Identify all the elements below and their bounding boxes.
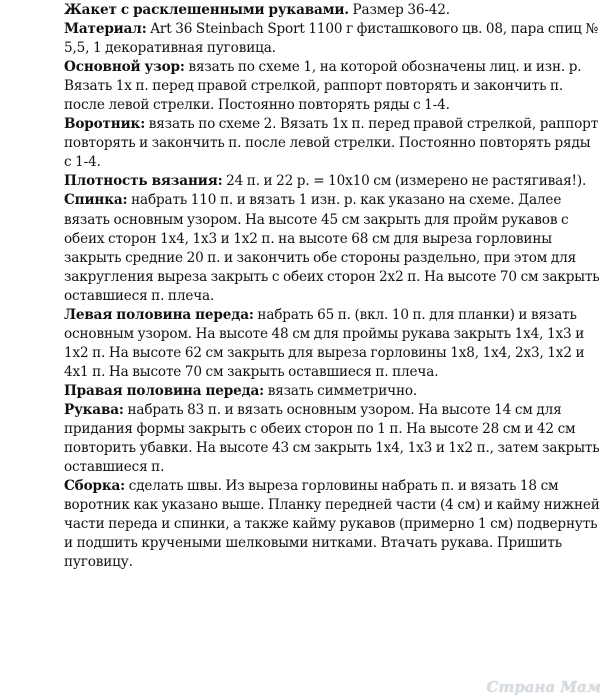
left-front-text: набрать 65 п. (вкл. 10 п. для планки) и вязать основным узором. На высоте 48 см для проймы рукава закрыть 1х4, 1х3 и 1х2 п. На высоте 62 см закрыть для выреза горловины 1х8, 1х4, 2х3, 1х2 и 4х1 п. На высоте 70 см закрыть оставшиеся п. плеча. [64,306,585,380]
right-front-heading: Правая половина переда: [64,382,265,399]
back-heading: Спинка: [64,192,128,209]
collar-heading: Воротник: [64,116,146,133]
gauge-paragraph [64,172,601,191]
back-text: набрать 110 п. и вязать 1 изн. р. как указано на схеме. Далее вязать основным узором. На высоте 45 см закрыть для пройм рукавов с обеих сторон 1х4, 1х3 и 1х2 п. на высоте 68 см для выреза горловины закрыть средние 20 п. и закончить обе стороны раздельно, при этом для закругления выреза закрыть с обеих сторон 2х2 п. На высоте 70 см закрыть оставшиеся п. плеча. [64,192,600,304]
size-text: Размер 36-42. [348,2,450,18]
main-pattern-heading: Основной узор: [64,59,185,76]
assembly-text: сделать швы. Из выреза горловины набрать п. и вязать 18 см воротник как указано выше. Планку передней части (4 см) и кайму нижней части переда и спинки, а также кайму рукавов (примерно 1 см) подвернуть и подшить кручеными шелковыми нитками. Втачать рукава. Пришить пуговицу. [64,478,600,571]
right-front-paragraph [64,382,601,401]
sleeves-paragraph [64,401,601,477]
left-front-heading: Левая половина переда: [64,306,254,323]
collar-text: вязать по схеме 2. Вязать 1х п. перед правой стрелкой, раппорт повторять и закончить п. после левой стрелки. Постоянно повторять ряды с 1-4. [64,116,599,171]
material-text: Art 36 Steinbach Sport 1100 г фисташкового цв. 08, пара спиц № 5,5, 1 декоративная пуговица. [64,21,599,57]
gauge-text: 24 п. и 22 р. = 10х10 см (измерено не растягивая!). [222,173,587,190]
main-pattern-paragraph [64,58,601,115]
title-heading: Жакет с расклешенными рукавами. [64,2,349,18]
sleeves-text: набрать 83 п. и вязать основным узором. На высоте 14 см для придания формы закрыть с обеих сторон по 1 п. На высоте 28 см и 42 см повторить убавки. На высоте 43 см закрыть 1х4, 1х3 и 1х2 п., затем закрыть оставшиеся п. [64,401,600,476]
main-pattern-text: вязать по схеме 1, на которой обозначены лиц. и изн. р. Вязать 1х п. перед правой стрелкой, раппорт повторять и закончить п. после левой стрелки. Постоянно повторять ряды с 1-4. [64,59,582,114]
sleeves-heading: Рукава: [64,401,124,418]
watermark-logo: Страна Мам [486,678,601,696]
material-heading: Материал: [64,21,147,38]
title-paragraph [64,1,601,20]
assembly-heading: Сборка: [64,478,126,495]
back-paragraph [64,191,601,305]
assembly-paragraph [64,477,601,572]
left-front-paragraph [64,306,601,382]
gauge-heading: Плотность вязания: [64,173,223,190]
collar-paragraph [64,115,601,172]
right-front-text: вязать симметрично. [264,382,418,399]
material-paragraph [64,20,601,58]
